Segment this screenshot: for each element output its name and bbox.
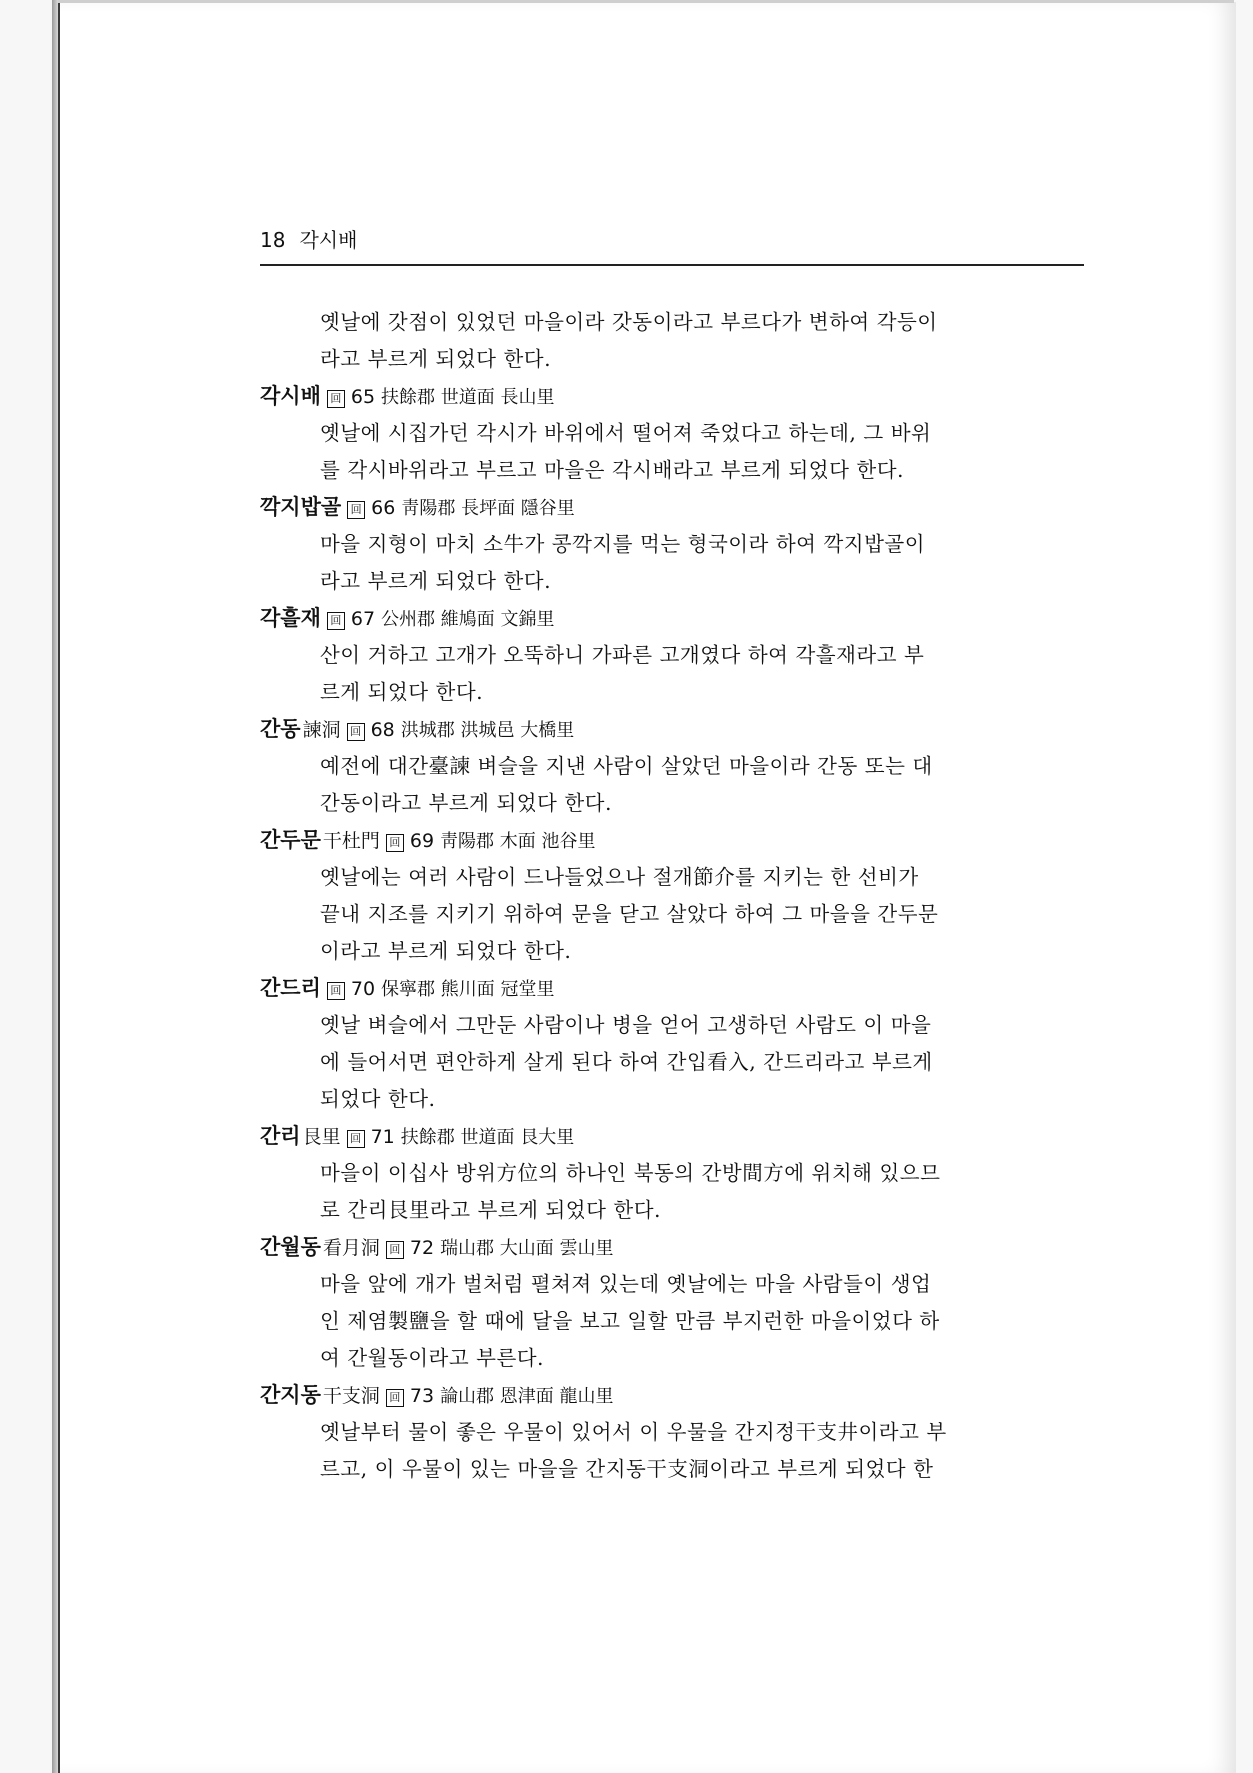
village-mark-icon: 回	[347, 723, 365, 741]
text-line: 라고 부르게 되었다 한다.	[320, 569, 552, 593]
entry-location: 瑞山郡 大山面 雲山里	[440, 1238, 614, 1259]
entry-heading	[260, 970, 1084, 1007]
entry-heading	[260, 378, 1084, 415]
entry-location: 洪城郡 洪城邑 大橋里	[400, 720, 575, 741]
text-line: 옛날에는 여러 사람이 드나들었으나 절개節介를 지키는 한 선비가	[320, 865, 919, 889]
entry-description	[260, 1155, 1084, 1229]
text-line: 간동이라고 부르게 되었다 한다.	[320, 791, 613, 815]
running-title: 각시배	[299, 228, 358, 252]
entry-heading	[260, 1118, 1084, 1155]
entry-number: 69	[409, 830, 435, 852]
text-line: 여 간월동이라고 부른다.	[320, 1346, 545, 1370]
text-line: 르고, 이 우물이 있는 마을을 간지동干支洞이라고 부르게 되었다 한	[320, 1457, 934, 1481]
page-top-shadow	[58, 0, 1234, 3]
entry-headword: 각흘재	[260, 606, 321, 630]
entry-heading	[260, 600, 1084, 637]
entry-headword: 간월동	[260, 1235, 321, 1259]
entry-heading	[260, 1229, 1084, 1266]
text-line: 옛날에 시집가던 각시가 바위에서 떨어져 죽었다고 하는데, 그 바위	[320, 421, 932, 445]
entry-number: 72	[409, 1237, 435, 1259]
entry-location: 保寧郡 熊川面 冠堂里	[381, 979, 555, 1000]
text-line: 마을이 이십사 방위方位의 하나인 북동의 간방間方에 위치해 있으므	[320, 1161, 941, 1185]
entry-hanja: 看月洞	[322, 1237, 380, 1259]
entry-description	[260, 526, 1084, 600]
entry-hanja: 諫洞	[302, 719, 341, 741]
entry-location: 靑陽郡 木面 池谷里	[440, 831, 596, 852]
entry-description	[260, 748, 1084, 822]
village-mark-icon: 回	[327, 612, 345, 630]
entry-headword: 간지동	[260, 1383, 321, 1407]
entry-description	[260, 859, 1084, 970]
text-line: 르게 되었다 한다.	[320, 680, 484, 704]
text-line: 마을 앞에 개가 벌처럼 펼쳐져 있는데 옛날에는 마을 사람들이 생업	[320, 1272, 932, 1296]
village-mark-icon: 回	[327, 982, 345, 1000]
entry-hanja: 干支洞	[322, 1385, 380, 1407]
entry-description	[260, 1266, 1084, 1377]
page-number: 18	[260, 228, 286, 252]
text-line: 되었다 한다.	[320, 1087, 436, 1111]
text-line: 로 간리艮里라고 부르게 되었다 한다.	[320, 1198, 662, 1222]
entry-number: 68	[370, 719, 395, 741]
text-line: 마을 지형이 마치 소牛가 콩깍지를 먹는 형국이라 하여 깍지밥골이	[320, 532, 926, 556]
entry-heading	[260, 1377, 1084, 1414]
entry-hanja: 艮里	[302, 1126, 341, 1148]
entry-location: 扶餘郡 世道面 長山里	[381, 387, 555, 408]
text-line: 옛날에 갓점이 있었던 마을이라 갓동이라고 부르다가 변하여 각등이	[320, 310, 938, 334]
text-line: 산이 거하고 고개가 오뚝하니 가파른 고개였다 하여 각흘재라고 부	[320, 643, 925, 667]
running-header	[260, 226, 1084, 266]
entry-heading	[260, 489, 1084, 526]
text-line: 인 제염製鹽을 할 때에 달을 보고 일할 만큼 부지런한 마을이었다 하	[320, 1309, 940, 1333]
entry-heading	[260, 822, 1084, 859]
entry-location: 扶餘郡 世道面 艮大里	[400, 1127, 575, 1148]
entry-description	[260, 415, 1084, 489]
entry-headword: 각시배	[260, 384, 321, 408]
entry-number: 66	[371, 497, 396, 519]
entry-headword: 간두문	[260, 828, 321, 852]
entry-number: 71	[370, 1126, 395, 1148]
entry-hanja: 干杜門	[322, 830, 380, 852]
entry-description	[260, 637, 1084, 711]
entry-headword: 깍지밥골	[260, 495, 342, 519]
entry-description	[260, 1414, 1084, 1488]
entry-number: 65	[350, 386, 376, 408]
entry-location: 論山郡 恩津面 龍山里	[440, 1386, 614, 1407]
village-mark-icon: 回	[327, 390, 345, 408]
village-mark-icon: 回	[386, 834, 404, 852]
entry-headword: 간드리	[260, 976, 321, 1000]
village-mark-icon: 回	[386, 1389, 404, 1407]
entry-headword: 간리	[260, 1124, 301, 1148]
dictionary-content	[260, 304, 1084, 1488]
village-mark-icon: 回	[386, 1241, 404, 1259]
entry-number: 67	[350, 608, 376, 630]
entry-number: 70	[350, 978, 376, 1000]
text-line: 이라고 부르게 되었다 한다.	[320, 939, 572, 963]
entry-headword: 간동	[260, 717, 301, 741]
text-line: 끝내 지조를 지키기 위하여 문을 닫고 살았다 하여 그 마을을 간두문	[320, 902, 939, 926]
text-line: 옛날부터 물이 좋은 우물이 있어서 이 우물을 간지정干支井이라고 부	[320, 1420, 947, 1444]
text-line: 라고 부르게 되었다 한다.	[320, 347, 552, 371]
continuation-text	[260, 304, 1084, 378]
entry-location: 靑陽郡 長坪面 隱谷里	[401, 498, 575, 519]
village-mark-icon: 回	[347, 501, 365, 519]
entry-location: 公州郡 維鳩面 文錦里	[381, 609, 555, 630]
village-mark-icon: 回	[347, 1130, 365, 1148]
text-line: 에 들어서면 편안하게 살게 된다 하여 간입看入, 간드리라고 부르게	[320, 1050, 933, 1074]
text-line: 예전에 대간臺諫 벼슬을 지낸 사람이 살았던 마을이라 간동 또는 대	[320, 754, 933, 778]
text-line: 옛날 벼슬에서 그만둔 사람이나 병을 얻어 고생하던 사람도 이 마을	[320, 1013, 932, 1037]
text-line: 를 각시바위라고 부르고 마을은 각시배라고 부르게 되었다 한다.	[320, 458, 905, 482]
entry-description	[260, 1007, 1084, 1118]
entry-heading	[260, 711, 1084, 748]
entry-number: 73	[409, 1385, 435, 1407]
